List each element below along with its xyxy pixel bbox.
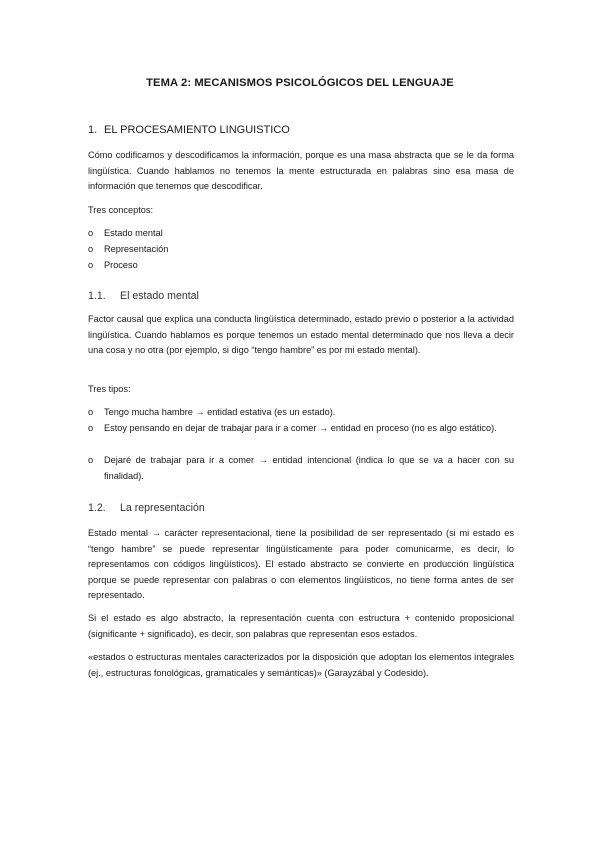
types-label: Tres tipos:	[88, 384, 131, 394]
bullet-mark: o	[88, 423, 94, 433]
concepts-label: Tres conceptos:	[88, 205, 154, 215]
section-1-2-paragraph-2: Si el estado es algo abstracto, la representación cuenta con estructura + contenido proposicional (significante + significado), es decir, son palabras que representan esos estados.	[88, 613, 514, 639]
bullet-mark: o	[88, 244, 94, 254]
type-item	[88, 453, 514, 484]
type-text: Estoy pensando en dejar de trabajar para ir a comer → entidad en proceso (no es algo estático).	[104, 423, 497, 433]
type-text: Tengo mucha hambre → entidad estativa (es un estado).	[104, 407, 336, 417]
bullet-mark: o	[88, 455, 94, 465]
bullet-mark: o	[88, 407, 94, 417]
section-1-2-heading	[88, 502, 205, 514]
section-1-1-paragraph: Factor causal que explica una conducta lingüística determinado, estado previo o posterior a la actividad lingüística. Cuando hablamos es porque tenemos un estado mental determinado que nos lleva a decir una cosa y no otra (por ejemplo, si digo “tengo hambre” es por mi estado mental).	[88, 314, 514, 356]
section-1-title: EL PROCESAMIENTO LINGUISTICO	[104, 124, 290, 136]
document-title: TEMA 2: MECANISMOS PSICOLÓGICOS DEL LENGUAJE	[146, 77, 454, 89]
section-1-2-number: 1.2.	[88, 502, 106, 514]
type-item	[88, 405, 514, 421]
section-1-1-title: El estado mental	[120, 290, 199, 302]
section-1-intro: Cómo codificamos y descodificamos la información, porque es una masa abstracta que se le da forma lingüística. Cuando hablamos no tenemos la mente estructurada en palabras sino esa masa de información que tenemos que descodificar.	[88, 150, 514, 192]
concept-text: Proceso	[104, 260, 138, 270]
concept-text: Estado mental	[104, 228, 163, 238]
concept-item	[88, 242, 514, 258]
type-item	[88, 421, 514, 437]
concept-text: Representación	[104, 244, 169, 254]
concept-item	[88, 258, 514, 274]
section-1-number: 1.	[88, 124, 98, 136]
section-1-heading	[88, 124, 290, 136]
section-1-2-title: La representación	[120, 502, 205, 514]
section-1-1-number: 1.1.	[88, 290, 106, 302]
concept-item	[88, 226, 514, 242]
bullet-mark: o	[88, 228, 94, 238]
bullet-mark: o	[88, 260, 94, 270]
type-text: Dejaré de trabajar para ir a comer → entidad intencional (indica lo que se va a hacer con su finalidad).	[104, 455, 514, 481]
section-1-2-quote: «estados o estructuras mentales caracterizados por la disposición que adoptan los elementos integrales (ej., estructuras fonológicas, gramaticales y semánticas)» (Garayzábal y Codesido).	[88, 652, 514, 678]
section-1-2-paragraph-1: Estado mental → carácter representacional, tiene la posibilidad de ser representado (si mi estado es “tengo hambre” se puede representar lingüísticamente para poder comunicarme, es decir, lo representamos con códigos lingüísticos). El estado abstracto se convierte en producción lingüística porque se puede representar con palabras o con elementos lingüísticos, no tiene forma antes de ser representado.	[88, 528, 514, 601]
section-1-1-heading	[88, 290, 199, 302]
